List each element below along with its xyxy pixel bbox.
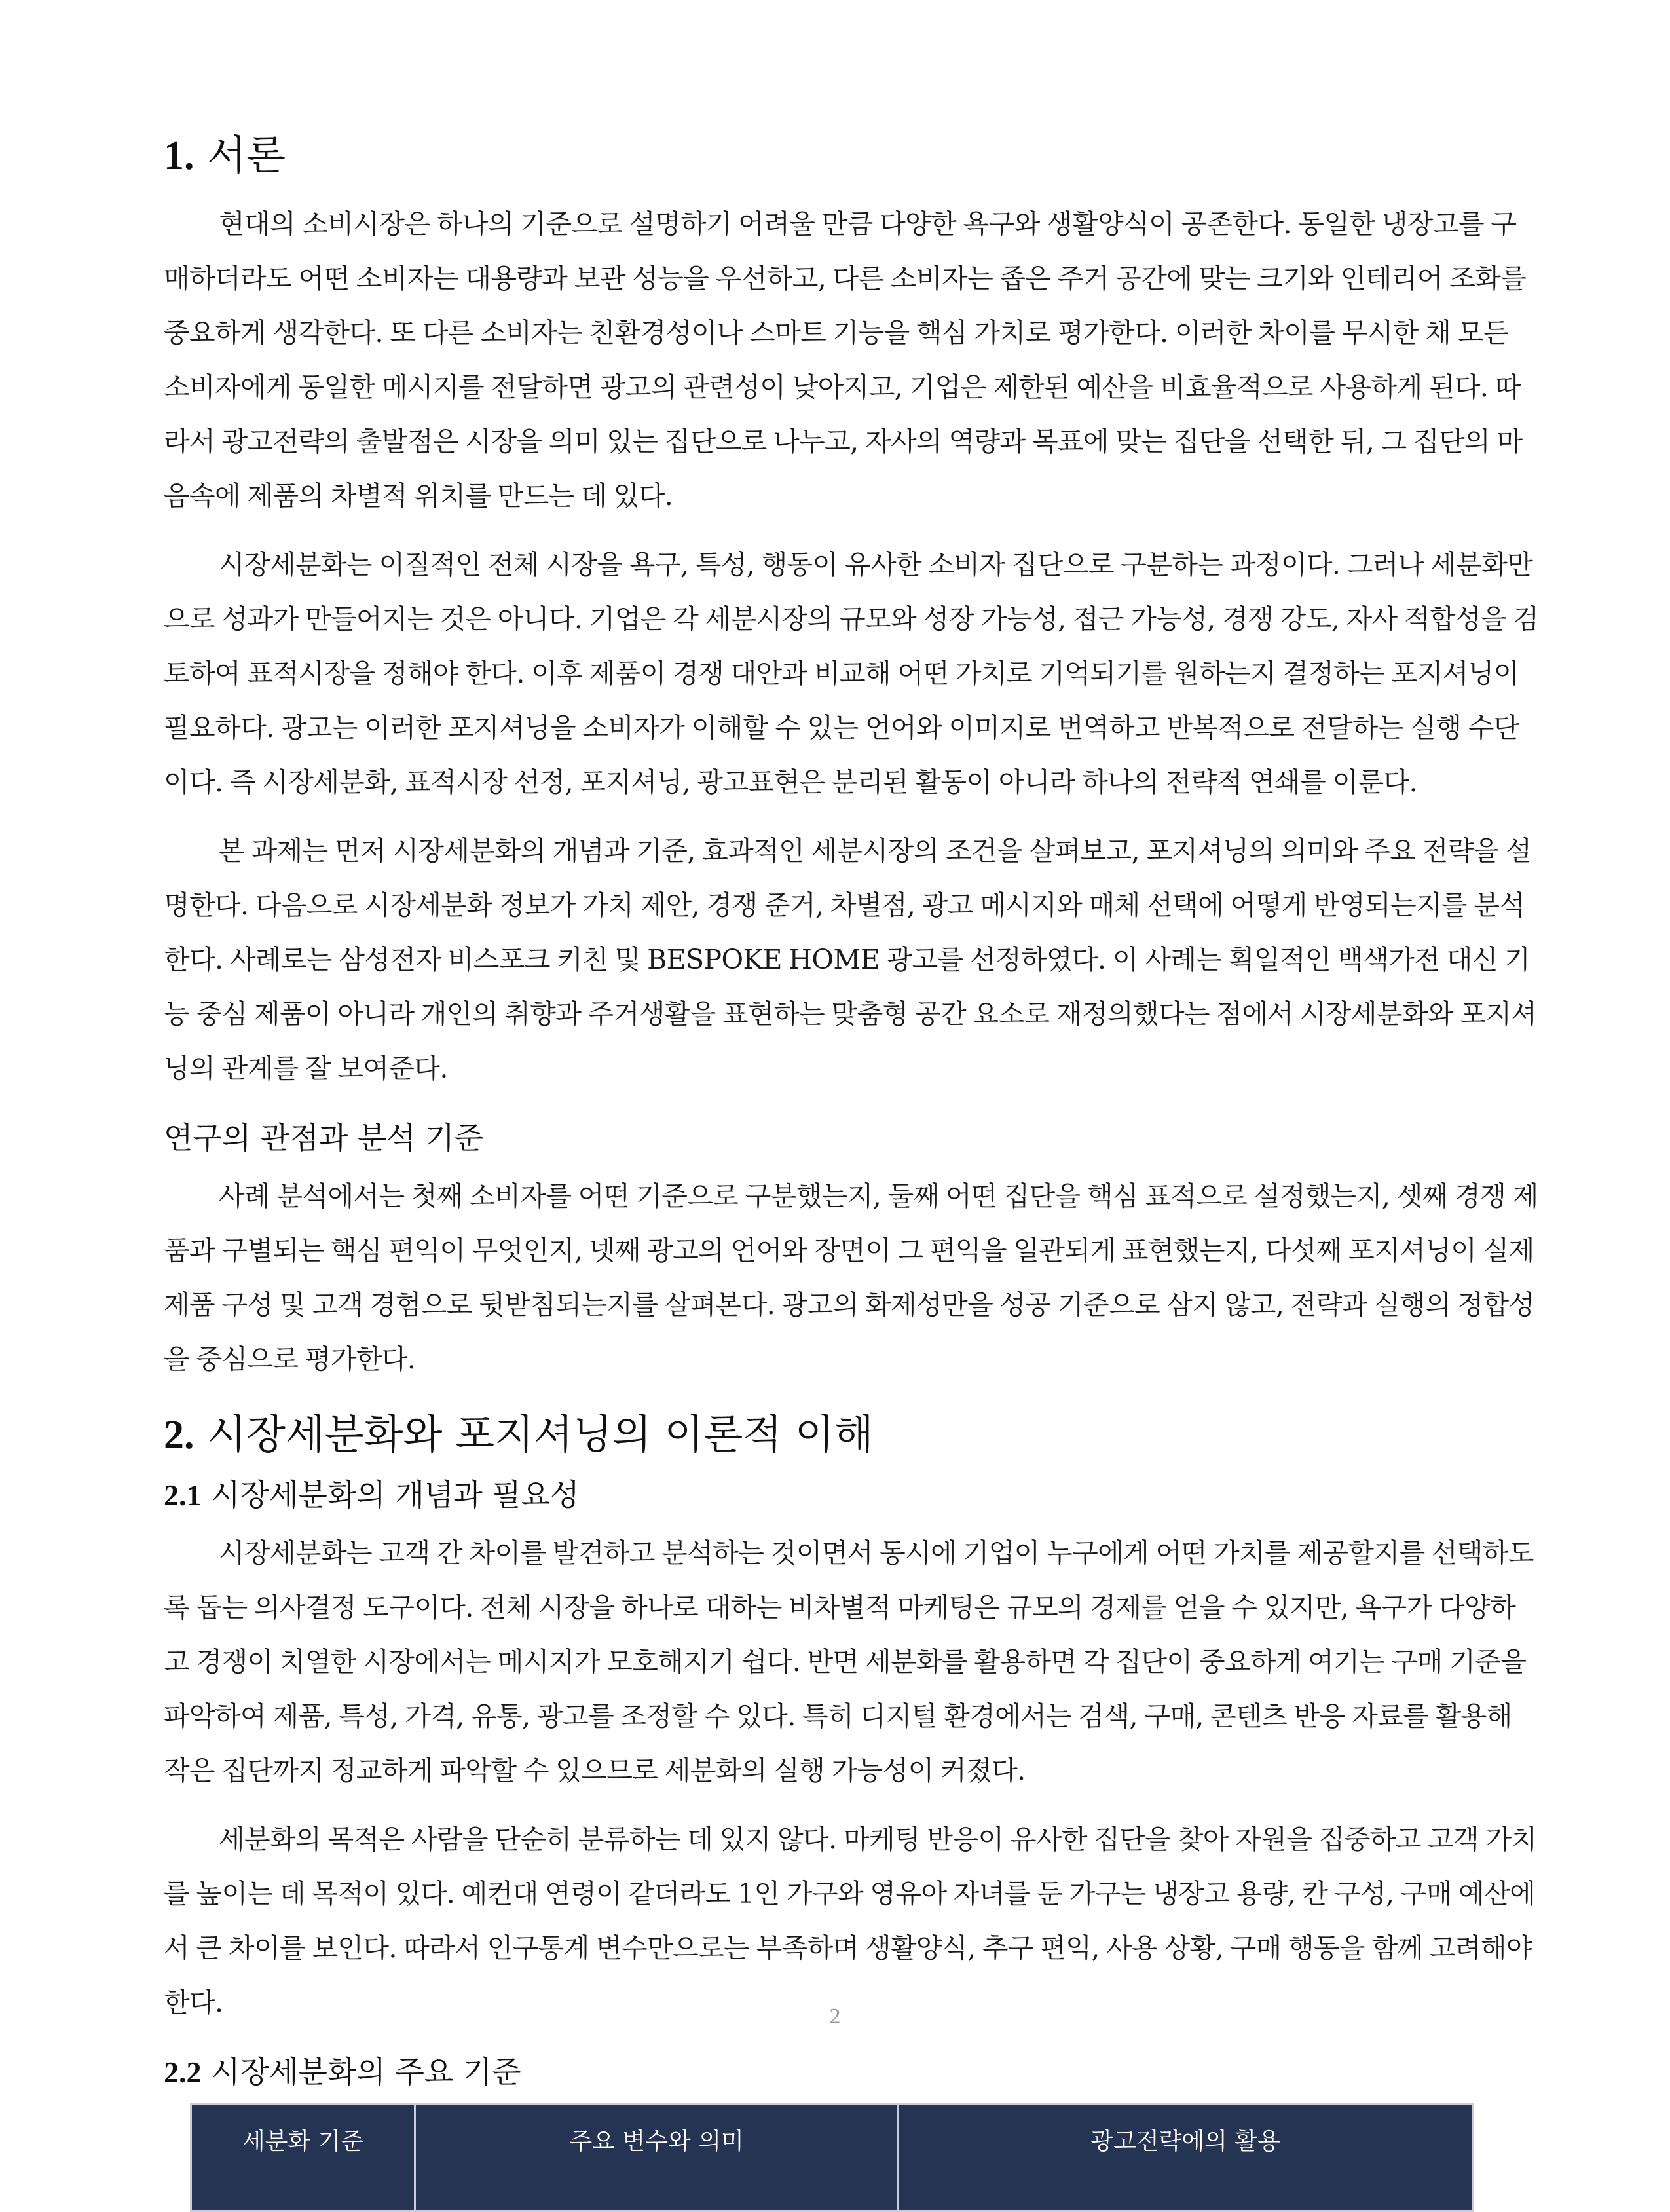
section-2-number: 2. xyxy=(164,1412,195,1457)
section-2-title: 시장세분화와 포지셔닝의 이론적 이해 xyxy=(207,1410,874,1458)
section-2-heading xyxy=(164,1410,1539,1459)
method-subheading: 연구의 관점과 분석 기준 xyxy=(164,1120,484,1156)
section-1-paragraph-3: 본 과제는 먼저 시장세분화의 개념과 기준, 효과적인 세분시장의 조건을 살펴보고, 포지셔닝의 의미와 주요 전략을 설명한다. 다음으로 시장세분화 정보가 가치 제안, 경쟁 준거, 차별점, 광고 메시지와 매체 선택에 어떻게 반영되는지를 분석한다. 사례로는 삼성전자 비스포크 키친 및 BESPOKE HOME 광고를 선정하였다. 이 사례는 획일적인 백색가전 대신 기능 중심 제품이 아니라 개인의 취향과 주거생활을 표현하는 맞춤형 공간 요소로 재정의했다는 점에서 시장세분화와 포지셔닝의 관계를 잘 보여준다. xyxy=(164,835,1537,1085)
section-1-paragraph-1: 현대의 소비시장은 하나의 기준으로 설명하기 어려울 만큼 다양한 욕구와 생활양식이 공존한다. 동일한 냉장고를 구매하더라도 어떤 소비자는 대용량과 보관 성능을 우선하고, 다른 소비자는 좁은 주거 공간에 맞는 크기와 인테리어 조화를 중요하게 생각한다. 또 다른 소비자는 친환경성이나 스마트 기능을 핵심 가치로 평가한다. 이러한 차이를 무시한 채 모든 소비자에게 동일한 메시지를 전달하면 광고의 관련성이 낮아지고, 기업은 제한된 예산을 비효율적으로 사용하게 된다. 따라서 광고전략의 출발점은 시장을 의미 있는 집단으로 나누고, 자사의 역량과 목표에 맞는 집단을 선택한 뒤, 그 집단의 마음속에 제품의 차별적 위치를 만드는 데 있다. xyxy=(164,208,1527,512)
subsection-2-1-paragraph-1: 시장세분화는 고객 간 차이를 발견하고 분석하는 것이면서 동시에 기업이 누구에게 어떤 가치를 제공할지를 선택하도록 돕는 의사결정 도구이다. 전체 시장을 하나로 대하는 비차별적 마케팅은 규모의 경제를 얻을 수 있지만, 욕구가 다양하고 경쟁이 치열한 시장에서는 메시지가 모호해지기 쉽다. 반면 세분화를 활용하면 각 집단이 중요하게 여기는 구매 기준을 파악하여 제품, 특성, 가격, 유통, 광고를 조정할 수 있다. 특히 디지털 환경에서는 검색, 구매, 콘텐츠 반응 자료를 활용해 작은 집단까지 정교하게 파악할 수 있으므로 세분화의 실행 가능성이 커졌다. xyxy=(164,1537,1534,1786)
subsection-2-1-paragraph-2: 세분화의 목적은 사람을 단순히 분류하는 데 있지 않다. 마케팅 반응이 유사한 집단을 찾아 자원을 집중하고 고객 가치를 높이는 데 목적이 있다. 예컨대 연령이 같더라도 1인 가구와 영유아 자녀를 둔 가구는 냉장고 용량, 칸 구성, 구매 예산에서 큰 차이를 보인다. 따라서 인구통계 변수만으로는 부족하며 생활양식, 추구 편익, 사용 상황, 구매 행동을 함께 고려해야 한다. xyxy=(164,1823,1537,2018)
subsection-2-1-title: 시장세분화의 개념과 필요성 xyxy=(211,1477,580,1513)
table-header-row xyxy=(191,2104,1473,2211)
subsection-2-2-heading xyxy=(164,2053,1539,2091)
section-1-heading xyxy=(164,131,1539,180)
subsection-2-1-heading xyxy=(164,1476,1539,1514)
subsection-2-1-number: 2.1 xyxy=(164,1478,202,1512)
segmentation-criteria-table xyxy=(190,2103,1474,2212)
method-paragraph: 사례 분석에서는 첫째 소비자를 어떤 기준으로 구분했는지, 둘째 어떤 집단을 핵심 표적으로 설정했는지, 셋째 경쟁 제품과 구별되는 핵심 편익이 무엇인지, 넷째 광고의 언어와 장면이 그 편익을 일관되게 표현했는지, 다섯째 포지셔닝이 실제 제품 구성 및 고객 경험으로 뒷받침되는지를 살펴본다. 광고의 화제성만을 성공 기준으로 삼지 않고, 전략과 실행의 정합성을 중심으로 평가한다. xyxy=(164,1180,1538,1375)
section-1-paragraph-2: 시장세분화는 이질적인 전체 시장을 욕구, 특성, 행동이 유사한 소비자 집단으로 구분하는 과정이다. 그러나 세분화만으로 성과가 만들어지는 것은 아니다. 기업은 각 세분시장의 규모와 성장 가능성, 접근 가능성, 경쟁 강도, 자사 적합성을 검토하여 표적시장을 정해야 한다. 이후 제품이 경쟁 대안과 비교해 어떤 가치로 기억되기를 원하는지 결정하는 포지셔닝이 필요하다. 광고는 이러한 포지셔닝을 소비자가 이해할 수 있는 언어와 이미지로 번역하고 반복적으로 전달하는 실행 수단이다. 즉 시장세분화, 표적시장 선정, 포지셔닝, 광고표현은 분리된 활동이 아니라 하나의 전략적 연쇄를 이룬다. xyxy=(164,549,1539,798)
page-number: 2 xyxy=(829,2004,841,2029)
subsection-2-2-title: 시장세분화의 주요 기준 xyxy=(211,2053,521,2090)
subsection-2-2-number: 2.2 xyxy=(164,2055,202,2089)
table-header-criterion: 세분화 기준 xyxy=(191,2104,415,2211)
section-1-title: 서론 xyxy=(207,131,286,179)
table-header-variables: 주요 변수와 의미 xyxy=(415,2104,899,2211)
document-page xyxy=(164,131,1539,2212)
table-header-ad-usage: 광고전략에의 활용 xyxy=(899,2104,1473,2211)
section-1-number: 1. xyxy=(164,134,195,178)
